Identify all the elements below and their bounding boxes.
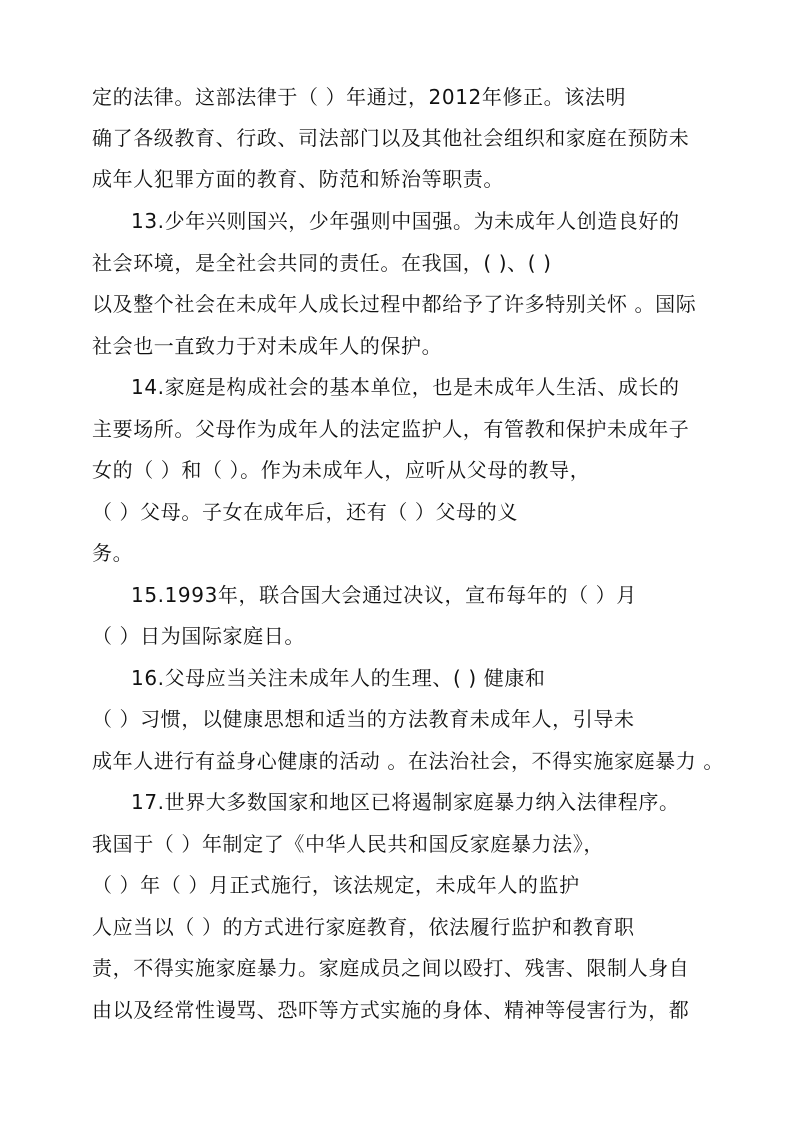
text-line: （ ）习惯，以健康思想和适当的方法教育未成年人，引导未 xyxy=(92,707,635,731)
text-line: 确了各级教育、行政、司法部门以及其他社会组织和家庭在预防未 xyxy=(92,126,690,150)
text-line: （ ）父母。子女在成年后，还有（ ）父母的义 xyxy=(92,500,518,524)
text-line: 成年人犯罪方面的教育、防范和矫治等职责。 xyxy=(92,167,504,191)
text-line: 成年人进行有益身心健康的活动 。在法治社会，不得实施家庭暴力 。 xyxy=(92,749,724,773)
text-line: （ ）日为国际家庭日。 xyxy=(92,624,305,648)
text-line: 务。 xyxy=(92,541,134,565)
text-line: 定的法律。这部法律于（ ）年通过，2012年修正。该法明 xyxy=(92,85,627,109)
question-13-start: 13.少年兴则国兴，少年强则中国强。为未成年人创造良好的 xyxy=(131,209,680,233)
text-line: 女的（ ）和（ ）。作为未成年人，应听从父母的教导， xyxy=(92,458,591,482)
question-14-start: 14.家庭是构成社会的基本单位，也是未成年人生活、成长的 xyxy=(131,375,680,399)
text-line: 主要场所。父母作为成年人的法定监护人，有管教和保护未成年子 xyxy=(92,417,690,441)
text-line: 社会环境，是全社会共同的责任。在我国，( )、( ) xyxy=(92,251,552,275)
question-16-start: 16.父母应当关注未成年人的生理、( ) 健康和 xyxy=(131,666,546,690)
question-15-start: 15.1993年，联合国大会通过决议，宣布每年的（ ）月 xyxy=(131,583,637,607)
text-line: 由以及经常性谩骂、恐吓等方式实施的身体、精神等侵害行为，都 xyxy=(92,998,690,1022)
text-line: 社会也一直致力于对未成年人的保护。 xyxy=(92,334,443,358)
text-line: （ ）年（ ）月正式施行，该法规定，未成年人的监护 xyxy=(92,873,580,897)
text-line: 我国于（ ）年制定了《中华人民共和国反家庭暴力法》， xyxy=(92,832,604,856)
text-line: 以及整个社会在未成年人成长过程中都给予了许多特别关怀 。国际 xyxy=(92,292,697,316)
text-line: 人应当以（ ）的方式进行家庭教育，依法履行监护和教育职 xyxy=(92,915,635,939)
question-17-start: 17.世界大多数国家和地区已将遏制家庭暴力纳入法律程序。 xyxy=(131,790,680,814)
text-line: 责，不得实施家庭暴力。家庭成员之间以殴打、残害、限制人身自 xyxy=(92,956,690,980)
